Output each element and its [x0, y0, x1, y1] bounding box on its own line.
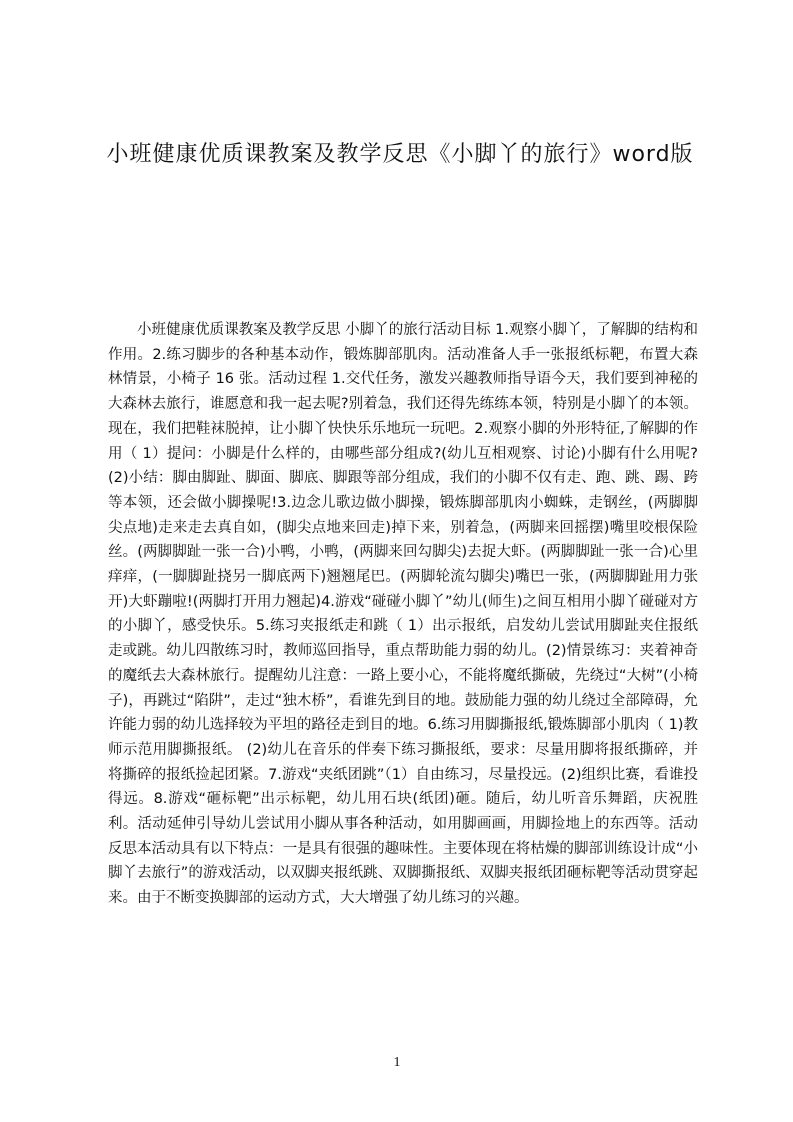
page-title: 小班健康优质课教案及教学反思《小脚丫的旅行》word版: [106, 142, 694, 167]
page-number: 1: [393, 1055, 401, 1070]
body-paragraph: 小班健康优质课教案及教学反思 小脚丫的旅行活动目标 1.观察小脚丫，了解脚的结构和作用。2.练习脚步的各种基本动作，锻炼脚部肌肉。活动准备人手一张报纸标靶，布置大森林情景，小椅子 16 张。活动过程 1.交代任务，激发兴趣教师指导语今天，我们要到神秘的大森林去旅行，谁愿意和我一起去呢?别着急，我们还得先练练本领，特别是小脚丫的本领。现在，我们把鞋袜脱掉，让小脚丫快快乐乐地玩一玩吧。2.观察小脚的外形特征,了解脚的作用（ 1）提问：小脚是什么样的，由哪些部分组成?(幼儿互相观察、讨论)小脚有什么用呢?(2)小结：脚由脚趾、脚面、脚底、脚跟等部分组成，我们的小脚不仅有走、跑、跳、踢、跨等本领，还会做小脚操呢!3.边念儿歌边做小脚操，锻炼脚部肌肉小蜘蛛，走钢丝，(两脚脚尖点地)走来走去真自如，(脚尖点地来回走)掉下来，别着急，(两脚来回摇摆)嘴里咬根保险丝。(两脚脚趾一张一合)小鸭，小鸭，(两脚来回勾脚尖)去捉大虾。(两脚脚趾一张一合)心里痒痒，(一脚脚趾挠另一脚底两下)翘翘尾巴。(两脚轮流勾脚尖)嘴巴一张，(两脚脚趾用力张开)大虾蹦啦!(两脚打开用力翘起)4.游戏“碰碰小脚丫”幼儿(师生)之间互相用小脚丫碰碰对方的小脚丫，感受快乐。5.练习夹报纸走和跳（ 1）出示报纸，启发幼儿尝试用脚趾夹住报纸走或跳。幼儿四散练习时，教师巡回指导，重点帮助能力弱的幼儿。(2)情景练习：夹着神奇的魔纸去大森林旅行。提醒幼儿注意：一路上要小心，不能将魔纸撕破，先绕过“大树”(小椅子)，再跳过“陷阱”，走过“独木桥”，看谁先到目的地。鼓励能力强的幼儿绕过全部障碍，允许能力弱的幼儿选择较为平坦的路径走到目的地。6.练习用脚撕报纸,锻炼脚部小肌肉（ 1)教师示范用脚撕报纸。 (2)幼儿在音乐的伴奏下练习撕报纸，要求：尽量用脚将报纸撕碎，并将撕碎的报纸捡起团紧。7.游戏“夹纸团跳”（1）自由练习，尽量投远。(2)组织比赛，看谁投得远。8.游戏“砸标靶”出示标靶，幼儿用石块(纸团)砸。随后，幼儿听音乐舞蹈，庆祝胜利。活动延伸引导幼儿尝试用小脚从事各种活动，如用脚画画，用脚捡地上的东西等。活动反思本活动具有以下特点：一是具有很强的趣味性。主要体现在将枯燥的脚部训练设计成“小脚丫去旅行”的游戏活动，以双脚夹报纸跳、双脚撕报纸、双脚夹报纸团砸标靶等活动贯穿起来。由于不断变换脚部的运动方式，大大增强了幼儿练习的兴趣。: [108, 322, 698, 907]
